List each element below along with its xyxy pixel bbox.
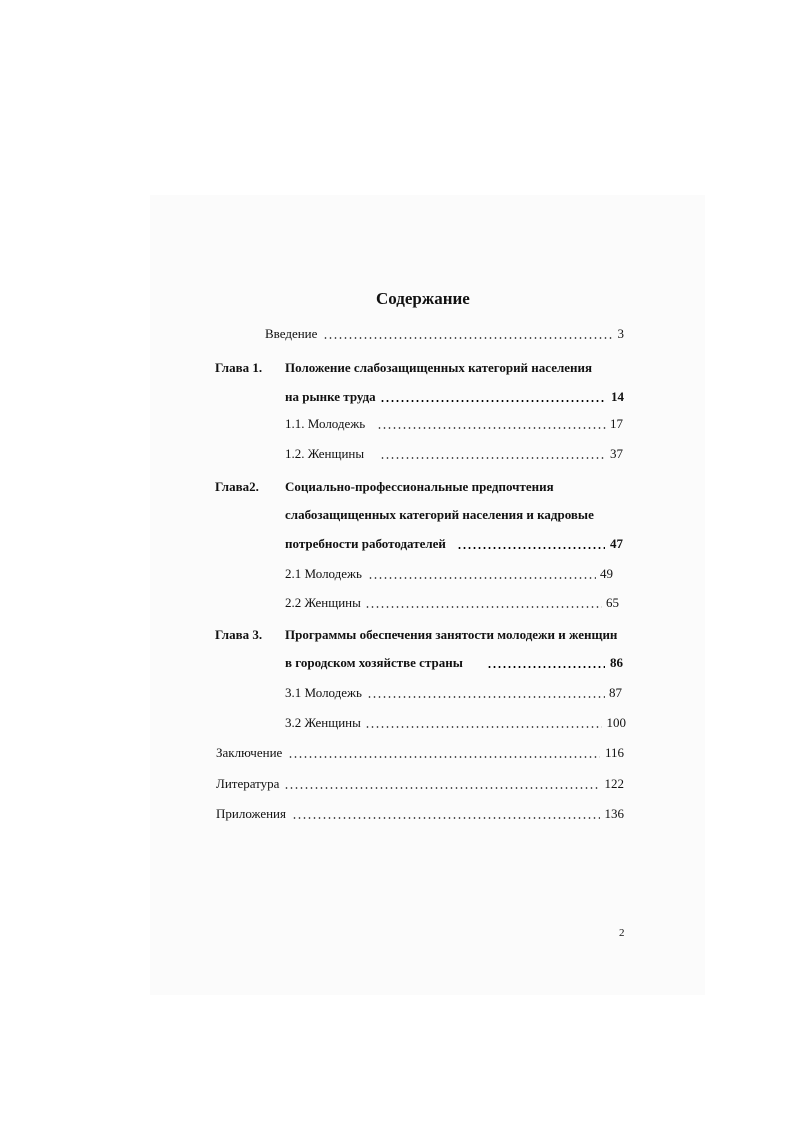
toc-page: 3: [617, 326, 624, 341]
dot-leader: [284, 787, 600, 789]
toc-entry-section: [285, 595, 619, 611]
toc-page: 86: [610, 655, 623, 670]
toc-label: на рынке труда: [285, 389, 376, 404]
toc-entry-literature: [216, 776, 624, 792]
toc-page: 47: [610, 536, 623, 551]
toc-label: Приложения: [216, 806, 286, 821]
page-number: 2: [619, 927, 625, 939]
dot-leader: [380, 457, 606, 459]
toc-label: Литература: [216, 776, 280, 791]
toc-entry-section: [285, 416, 623, 432]
toc-page: 14: [611, 389, 624, 404]
chapter-heading: Глава 1.: [215, 360, 263, 375]
toc-label: в городском хозяйстве страны: [285, 655, 463, 670]
toc-label: Заключение: [216, 745, 283, 760]
toc-label: 1.1. Молодежь: [285, 416, 366, 431]
toc-entry-conclusion: [216, 745, 624, 761]
toc-entry-section: [285, 446, 623, 462]
toc-page: 49: [600, 566, 613, 581]
dot-leader: [323, 337, 614, 339]
toc-page: 100: [606, 715, 626, 730]
toc-label: 1.2. Женщины: [285, 446, 365, 461]
dot-leader: [487, 666, 605, 668]
toc-entry-appendices: [216, 806, 624, 822]
dot-leader: [380, 400, 606, 402]
dot-leader: [457, 547, 605, 549]
dot-leader: [365, 606, 602, 608]
toc-page: 37: [610, 446, 623, 461]
toc-label: 3.2 Женщины: [285, 715, 361, 730]
toc-page: 87: [609, 685, 622, 700]
toc-entry-section: [285, 566, 613, 582]
toc-label: потребности работодателей: [285, 536, 446, 551]
toc-label: Введение: [265, 326, 318, 341]
dot-leader: [288, 756, 600, 758]
toc-entry-intro: [265, 326, 624, 342]
dot-leader: [368, 577, 596, 579]
toc-page: 116: [604, 745, 624, 760]
toc-page: 122: [604, 776, 624, 791]
toc-label: 3.1 Молодежь: [285, 685, 362, 700]
toc-page: 65: [606, 595, 619, 610]
toc-entry-chapter1: [285, 389, 624, 405]
toc-page: 17: [610, 416, 623, 431]
dot-leader: [377, 427, 606, 429]
toc-entry-chapter3: [285, 655, 623, 671]
dot-leader: [292, 817, 600, 819]
toc-entry-section: [285, 685, 622, 701]
toc-entry-chapter2: [285, 536, 623, 552]
chapter-title-line: Социально-профессиональные предпочтения: [285, 479, 554, 494]
toc-label: 2.1 Молодежь: [285, 566, 362, 581]
toc-entry-section: [285, 715, 626, 731]
chapter-title-line: Положение слабозащищенных категорий населения: [285, 360, 593, 375]
chapter-heading: Глава 3.: [215, 627, 263, 642]
page-title: Содержание: [376, 289, 470, 308]
toc-label: 2.2 Женщины: [285, 595, 361, 610]
chapter-title-line: слабозащищенных категорий населения и кадровые: [285, 507, 594, 522]
chapter-heading: Глава2.: [215, 479, 259, 494]
dot-leader: [367, 696, 605, 698]
toc-page: 136: [604, 806, 624, 821]
dot-leader: [365, 726, 602, 728]
chapter-title-line: Программы обеспечения занятости молодежи и женщин: [285, 627, 618, 642]
